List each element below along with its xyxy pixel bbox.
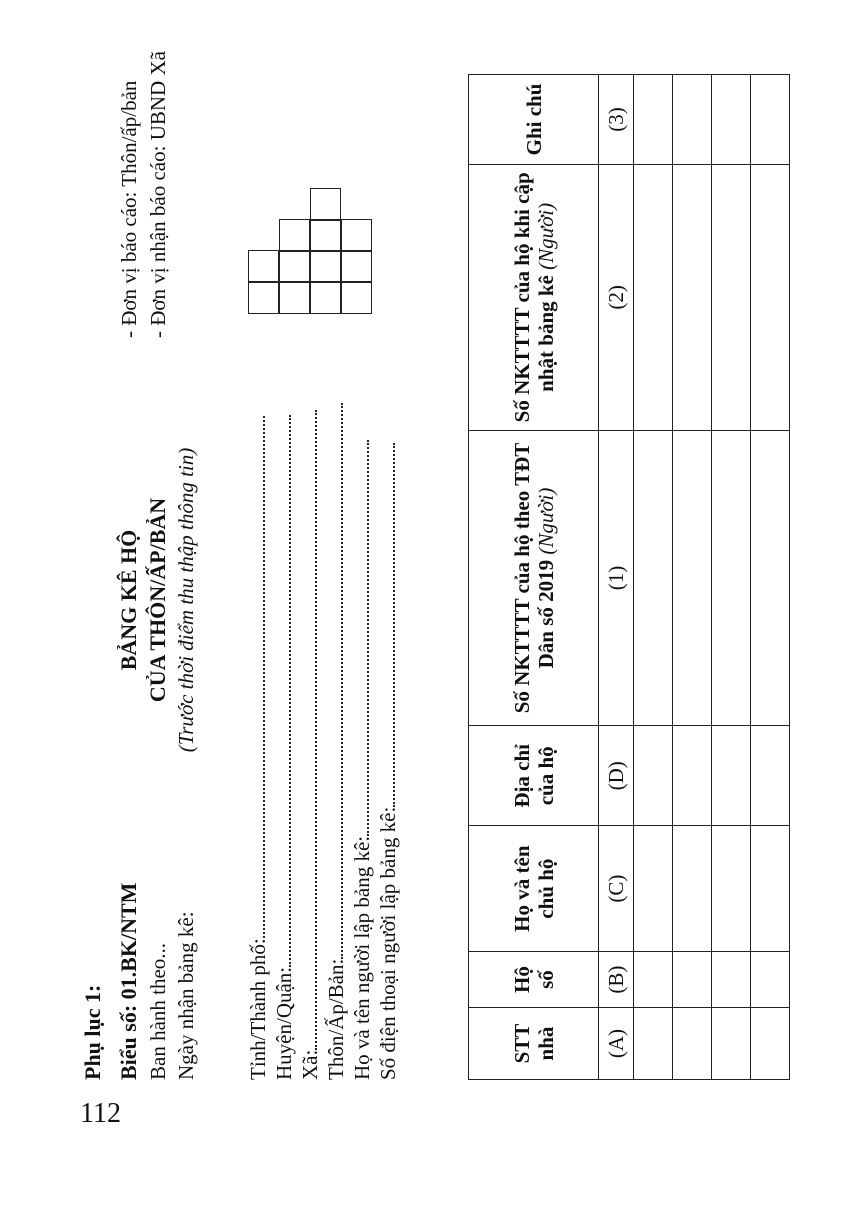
- table-cell[interactable]: [712, 430, 751, 726]
- label-1: (1): [599, 430, 634, 726]
- label-3: (3): [599, 75, 634, 165]
- code-box[interactable]: [279, 219, 310, 252]
- subtitle: (Trước thời điểm thu thập thông tin): [174, 447, 198, 753]
- page-number: 112: [80, 1098, 121, 1129]
- header-col1: [469, 430, 599, 726]
- commune-label: Xã:: [298, 1049, 322, 1080]
- household-table: [468, 74, 790, 1080]
- table-cell[interactable]: [751, 430, 790, 726]
- table-cell[interactable]: [634, 952, 673, 1008]
- header-col1-main: Số NKTTTT của hộ theo TĐT Dân số 2019: [509, 442, 558, 714]
- reporting-unit: - Đơn vị báo cáo: Thôn/ấp/bản: [117, 80, 141, 338]
- table-cell[interactable]: [751, 75, 790, 165]
- province-dots: [245, 416, 265, 938]
- title-line-2: CỦA THÔN/ẤP/BẢN: [145, 497, 170, 703]
- header-ho-ten: Họ và tên chủ hộ: [469, 826, 599, 952]
- table-cell[interactable]: [634, 826, 673, 952]
- code-box[interactable]: [341, 281, 372, 314]
- preparer-phone-label: Số điện thoại người lập bảng kê:: [376, 806, 400, 1080]
- label-a: (A): [599, 1008, 634, 1080]
- table-cell[interactable]: [712, 952, 751, 1008]
- preparer-name-dots: [349, 440, 369, 836]
- label-d: (D): [599, 726, 634, 826]
- district-dots: [271, 415, 291, 967]
- table-cell[interactable]: [673, 164, 712, 430]
- table-row[interactable]: [712, 75, 751, 1080]
- header-col1-unit: (Người): [533, 487, 558, 555]
- header-col2-main: Số NKTTTT của hộ khi cập nhật bảng kê: [509, 172, 558, 423]
- code-box[interactable]: [248, 250, 279, 283]
- received-date-label: Ngày nhận bảng kê:: [174, 911, 198, 1080]
- district-field[interactable]: [271, 415, 297, 1080]
- table-cell[interactable]: [673, 952, 712, 1008]
- province-field[interactable]: [245, 416, 271, 1080]
- table-cell[interactable]: [673, 1008, 712, 1080]
- issued-by: Ban hành theo...: [146, 942, 170, 1080]
- code-box[interactable]: [310, 188, 341, 221]
- table-cell[interactable]: [751, 164, 790, 430]
- hamlet-label: Thôn/Ấp/Bản:: [324, 958, 348, 1080]
- table-cell[interactable]: [712, 726, 751, 826]
- table-cell[interactable]: [634, 1008, 673, 1080]
- code-box[interactable]: [248, 281, 279, 314]
- code-box[interactable]: [279, 250, 310, 283]
- header-ghi-chu: Ghi chú: [469, 75, 599, 165]
- table-cell[interactable]: [673, 75, 712, 165]
- code-box[interactable]: [341, 250, 372, 283]
- label-c: (C): [599, 826, 634, 952]
- table-cell[interactable]: [673, 430, 712, 726]
- code-box[interactable]: [279, 281, 310, 314]
- code-box[interactable]: [310, 250, 341, 283]
- table-cell[interactable]: [712, 75, 751, 165]
- label-b: (B): [599, 952, 634, 1008]
- hamlet-field[interactable]: [323, 403, 349, 1080]
- header-stt: STT nhà: [469, 1008, 599, 1080]
- district-label: Huyện/Quận:: [272, 966, 296, 1080]
- table-cell[interactable]: [634, 75, 673, 165]
- table-cell[interactable]: [751, 826, 790, 952]
- code-box[interactable]: [310, 281, 341, 314]
- table-row[interactable]: [751, 75, 790, 1080]
- header-col2: [469, 164, 599, 430]
- table-cell[interactable]: [712, 164, 751, 430]
- table-cell[interactable]: [712, 1008, 751, 1080]
- header-col2-unit: (Người): [533, 202, 558, 270]
- preparer-phone-field[interactable]: [375, 443, 401, 1080]
- hamlet-dots: [323, 403, 343, 959]
- header-ho-so: Hộ số: [469, 952, 599, 1008]
- table-header-row: [469, 75, 599, 1080]
- table-cell[interactable]: [634, 430, 673, 726]
- preparer-name-label: Họ và tên người lập bảng kê:: [350, 835, 374, 1080]
- table-label-row: [599, 75, 634, 1080]
- table-cell[interactable]: [751, 952, 790, 1008]
- preparer-name-field[interactable]: [349, 440, 375, 1080]
- province-label: Tỉnh/Thành phố:: [246, 938, 270, 1080]
- table-cell[interactable]: [712, 826, 751, 952]
- table-cell[interactable]: [673, 826, 712, 952]
- table-row[interactable]: [634, 75, 673, 1080]
- header-dia-chi: Địa chỉ của hộ: [469, 726, 599, 826]
- code-box[interactable]: [341, 219, 372, 252]
- table-cell[interactable]: [751, 726, 790, 826]
- form-code: Biểu số: 01.BK/NTM: [116, 882, 141, 1080]
- rotated-form: [80, 30, 800, 1080]
- table-cell[interactable]: [673, 726, 712, 826]
- commune-field[interactable]: [297, 410, 323, 1080]
- code-box[interactable]: [310, 219, 341, 252]
- table-cell[interactable]: [751, 1008, 790, 1080]
- title-line-1: BẢNG KÊ HỘ: [116, 529, 141, 671]
- appendix-label: Phụ lục 1:: [80, 984, 105, 1080]
- receiving-unit: - Đơn vị nhận báo cáo: UBND Xã: [146, 51, 170, 338]
- table-cell[interactable]: [634, 726, 673, 826]
- table-row[interactable]: [673, 75, 712, 1080]
- table-cell[interactable]: [634, 164, 673, 430]
- label-2: (2): [599, 164, 634, 430]
- commune-dots: [297, 410, 317, 1050]
- preparer-phone-dots: [375, 443, 395, 807]
